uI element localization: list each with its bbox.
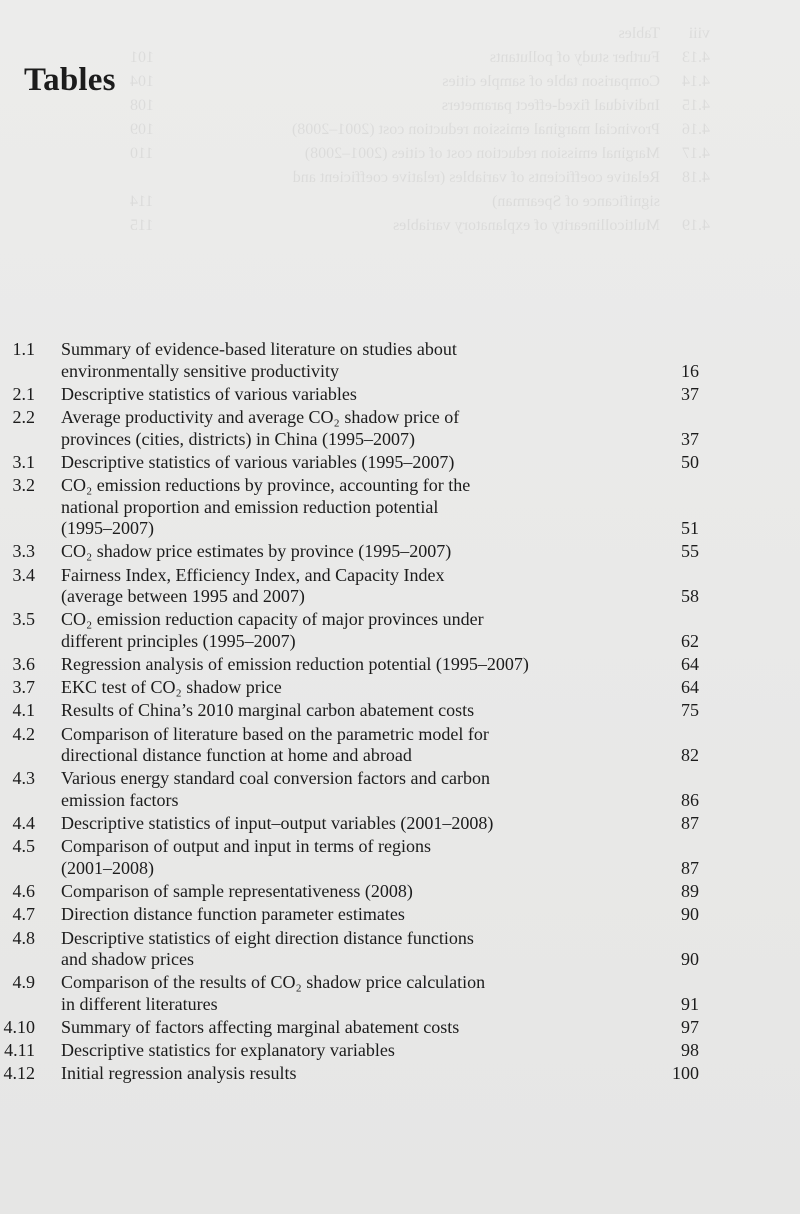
table-entry xyxy=(0,881,800,904)
table-number: 1.1 xyxy=(12,339,35,359)
page-number: 89 xyxy=(681,881,699,902)
page-number: 64 xyxy=(681,654,699,675)
table-number: 4.4 xyxy=(12,813,35,834)
table-entry xyxy=(0,1040,800,1063)
table-number: 2.1 xyxy=(12,383,35,404)
table-title: Summary of evidence-based literature on studies about environmentally sensitive productivity xyxy=(61,339,457,381)
bleed-through-page: 115 xyxy=(130,217,154,234)
bleed-through-num: 4.13 xyxy=(682,49,710,66)
page-number: 55 xyxy=(681,541,699,562)
table-entry xyxy=(0,565,800,610)
table-entry xyxy=(0,1017,800,1040)
page-number: 37 xyxy=(681,428,699,449)
table-title: Descriptive statistics of input–output variables (2001–2008) xyxy=(61,813,494,834)
table-title: Comparison of literature based on the parametric model for directional distance function at home and abroad xyxy=(61,723,489,766)
table-entry xyxy=(0,475,800,541)
bleed-through-title: Comparison table of sample cities xyxy=(442,73,660,90)
bleed-through-page: 101 xyxy=(130,49,154,66)
page-number: 62 xyxy=(681,630,699,651)
table-title: Direction distance function parameter estimates xyxy=(61,904,405,925)
page-number: 100 xyxy=(672,1063,699,1084)
bleed-through-line xyxy=(130,166,710,190)
table-entry xyxy=(0,407,800,452)
bleed-through-title: significance of Spearman) xyxy=(492,193,660,210)
bleed-through-num: 4.16 xyxy=(682,121,710,138)
page-number: 87 xyxy=(681,857,699,878)
bleed-through-num: 4.19 xyxy=(682,217,710,234)
table-number: 2.2 xyxy=(12,406,35,427)
page-number: 75 xyxy=(681,700,699,721)
bleed-through-num: viii xyxy=(688,25,710,42)
table-number: 4.10 xyxy=(3,1017,35,1038)
bleed-through-page: 109 xyxy=(130,121,154,138)
page-number: 51 xyxy=(681,518,699,539)
table-number: 4.5 xyxy=(12,836,35,857)
table-number: 4.8 xyxy=(12,927,35,948)
table-title: Descriptive statistics of eight direction distance functions and shadow prices xyxy=(61,927,474,970)
table-number: 4.12 xyxy=(3,1063,35,1084)
table-entry xyxy=(0,339,800,384)
page-number: 91 xyxy=(681,993,699,1014)
table-entry xyxy=(0,541,800,564)
page-number: 50 xyxy=(681,451,699,472)
table-title: Comparison of output and input in terms of regions (2001–2008) xyxy=(61,836,431,878)
table-number: 4.2 xyxy=(12,723,35,744)
table-title: Descriptive statistics for explanatory variables xyxy=(61,1040,395,1061)
table-title: Comparison of sample representativeness (2008) xyxy=(61,881,413,902)
table-title: Fairness Index, Efficiency Index, and Capacity Index (average between 1995 and 2007) xyxy=(61,564,445,607)
table-number: 4.7 xyxy=(12,904,35,925)
page-number: 64 xyxy=(681,677,699,698)
bleed-through-line xyxy=(130,118,710,142)
bleed-through-num: 4.14 xyxy=(682,73,710,90)
table-entry xyxy=(0,928,800,973)
bleed-through-line xyxy=(130,214,710,238)
table-entry xyxy=(0,813,800,836)
bleed-through-title: Multicollinearity of explanatory variables xyxy=(392,217,660,234)
bleed-through-line xyxy=(130,190,710,214)
bleed-through-page xyxy=(130,166,170,190)
bleed-through-page: 104 xyxy=(130,73,154,90)
table-entry xyxy=(0,609,800,654)
table-title: Descriptive statistics of various variables xyxy=(61,383,357,404)
table-number: 3.2 xyxy=(12,474,35,495)
table-title: EKC test of CO₂ shadow price xyxy=(61,677,282,698)
list-of-tables xyxy=(0,339,800,1087)
bleed-through-line xyxy=(130,142,710,166)
page-number: 90 xyxy=(681,949,699,970)
bleed-through-title: Relative coefficients of variables (relative coefficient and xyxy=(292,169,660,186)
bleed-through-line xyxy=(130,94,710,118)
table-title: CO₂ emission reductions by province, accounting for the national proportion and emission reduction potential (1995–2007) xyxy=(61,474,471,539)
table-number: 4.6 xyxy=(12,881,35,902)
table-number: 3.5 xyxy=(12,609,35,630)
table-number: 3.4 xyxy=(12,564,35,585)
table-title: Average productivity and average CO₂ shadow price of provinces (cities, districts) in China (1995–2007) xyxy=(61,406,460,449)
bleed-through-title: Provincial marginal emission reduction cost (2001–2008) xyxy=(291,121,660,138)
table-entry xyxy=(0,724,800,769)
table-number: 3.1 xyxy=(12,451,35,472)
table-entry xyxy=(0,700,800,723)
page-number: 37 xyxy=(681,383,699,404)
table-number: 3.6 xyxy=(12,654,35,675)
table-entry xyxy=(0,654,800,677)
table-number: 4.9 xyxy=(12,972,35,993)
page-title: Tables xyxy=(24,62,116,98)
bleed-through-line xyxy=(130,46,710,70)
table-entry xyxy=(0,768,800,813)
bleed-through-title: Marginal emission reduction cost of cities (2001–2008) xyxy=(304,145,660,162)
table-entry xyxy=(0,1063,800,1086)
table-entry xyxy=(0,677,800,700)
table-entry xyxy=(0,452,800,475)
table-title: Various energy standard coal conversion factors and carbon emission factors xyxy=(61,768,491,810)
bleed-through-line xyxy=(130,70,710,94)
bleed-through-num: 4.15 xyxy=(682,97,710,114)
table-number: 4.3 xyxy=(12,768,35,789)
table-entry xyxy=(0,836,800,881)
table-title: Descriptive statistics of various variables (1995–2007) xyxy=(61,451,455,472)
bleed-through-page: 110 xyxy=(130,145,154,162)
bleed-through-title: Tables xyxy=(618,25,660,42)
page-number: 97 xyxy=(681,1017,699,1038)
bleed-through-page xyxy=(130,22,170,46)
table-title: Results of China’s 2010 marginal carbon abatement costs xyxy=(61,700,475,721)
bleed-through-page: 114 xyxy=(130,193,154,210)
page-number: 58 xyxy=(681,586,699,607)
bleed-through-num: 4.18 xyxy=(682,169,710,186)
bleed-through-num xyxy=(660,190,710,214)
table-entry xyxy=(0,972,800,1017)
bleed-through-page: 108 xyxy=(130,97,154,114)
table-title: Comparison of the results of CO₂ shadow price calculation in different literatures xyxy=(61,972,486,1014)
bleed-through-line xyxy=(130,22,710,46)
table-title: Regression analysis of emission reduction potential (1995–2007) xyxy=(61,654,529,675)
table-number: 4.11 xyxy=(4,1040,35,1061)
table-number: 3.7 xyxy=(12,677,35,698)
table-number: 4.1 xyxy=(12,700,35,721)
table-entry xyxy=(0,384,800,407)
table-title: Summary of factors affecting marginal abatement costs xyxy=(61,1017,460,1038)
table-number: 3.3 xyxy=(12,541,35,562)
page-number: 16 xyxy=(681,360,699,381)
table-title: Initial regression analysis results xyxy=(61,1063,297,1084)
bleed-through-text xyxy=(130,22,710,238)
page-number: 86 xyxy=(681,790,699,810)
bleed-through-title: Further study of pollutants xyxy=(489,49,660,66)
page-number: 90 xyxy=(681,904,699,925)
bleed-through-title: Individual fixed-effect parameters xyxy=(441,97,660,114)
page-number: 98 xyxy=(681,1040,699,1061)
page-number: 87 xyxy=(681,813,699,834)
page-number: 82 xyxy=(681,745,699,766)
table-title: CO₂ shadow price estimates by province (1995–2007) xyxy=(61,541,452,562)
table-title: CO₂ emission reduction capacity of major provinces under different principles (1995–2007) xyxy=(61,609,484,651)
table-entry xyxy=(0,904,800,927)
bleed-through-num: 4.17 xyxy=(682,145,710,162)
